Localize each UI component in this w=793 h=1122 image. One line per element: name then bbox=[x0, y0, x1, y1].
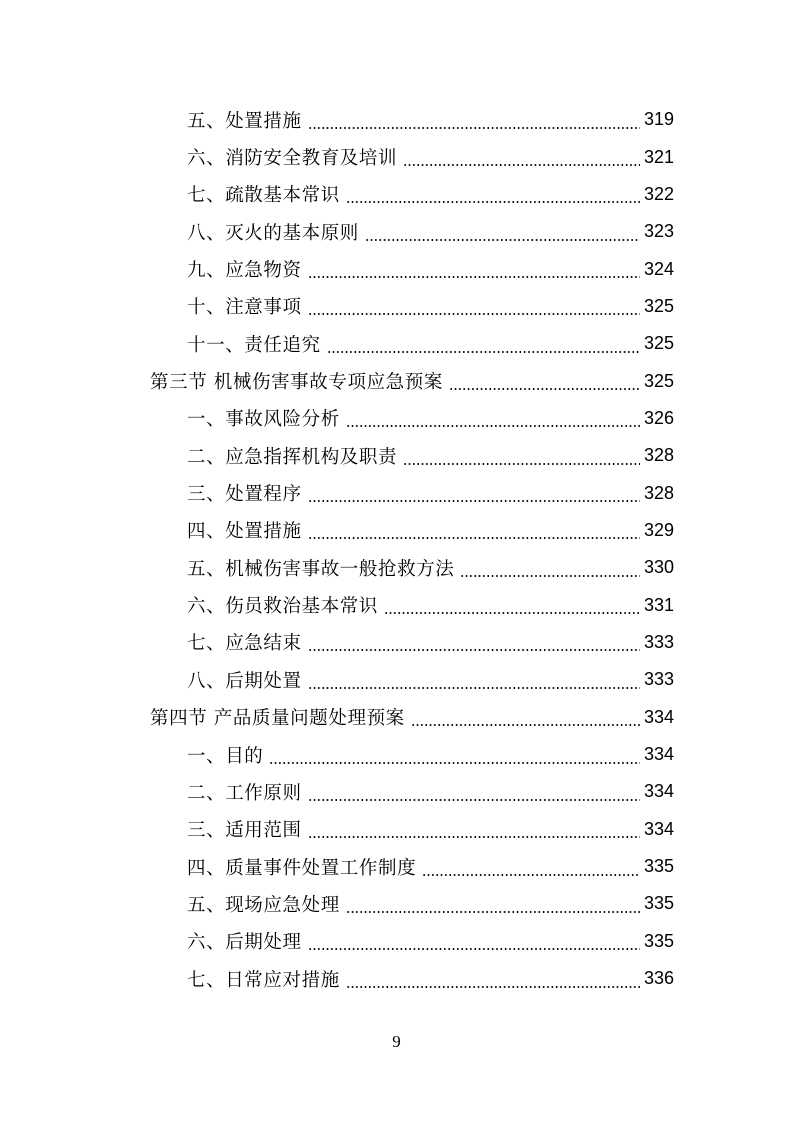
toc-entry-page-number: 333 bbox=[644, 669, 675, 690]
toc-entry-page-number: 325 bbox=[644, 370, 675, 391]
toc-subsection-entry[interactable] bbox=[0, 811, 793, 848]
toc-dot-leader bbox=[308, 782, 640, 802]
toc-entry-title: 一、目的 bbox=[187, 745, 264, 767]
toc-entry-title: 第四节 产品质量问题处理预案 bbox=[150, 708, 405, 730]
toc-subsection-entry[interactable] bbox=[0, 437, 793, 474]
toc-entry-page-number: 334 bbox=[644, 818, 675, 839]
page-number: 9 bbox=[392, 1032, 401, 1051]
toc-subsection-entry[interactable] bbox=[0, 512, 793, 549]
toc-subsection-entry[interactable] bbox=[0, 661, 793, 698]
toc-entry-title: 六、伤员救治基本常识 bbox=[187, 596, 379, 618]
toc-section-entry[interactable] bbox=[0, 362, 793, 399]
toc-subsection-entry[interactable] bbox=[0, 138, 793, 175]
toc-dot-leader bbox=[308, 296, 640, 316]
toc-subsection-entry[interactable] bbox=[0, 586, 793, 623]
toc-entry-page-number: 325 bbox=[644, 295, 675, 316]
toc-entry-title: 十、注意事项 bbox=[187, 297, 302, 319]
toc-subsection-entry[interactable] bbox=[0, 250, 793, 287]
toc-dot-leader bbox=[460, 558, 640, 578]
toc-subsection-entry[interactable] bbox=[0, 773, 793, 810]
toc-entry-title: 二、应急指挥机构及职责 bbox=[187, 446, 398, 468]
toc-entry-title: 八、后期处置 bbox=[187, 670, 302, 692]
toc-entry-title: 一、事故风险分析 bbox=[187, 409, 340, 431]
toc-dot-leader bbox=[346, 894, 640, 914]
toc-entry-title: 九、应急物资 bbox=[187, 260, 302, 282]
toc-dot-leader bbox=[411, 707, 640, 727]
toc-section-entry[interactable] bbox=[0, 699, 793, 736]
toc-entry-title: 四、处置措施 bbox=[187, 521, 302, 543]
toc-dot-leader bbox=[308, 520, 640, 540]
toc-entry-page-number: 324 bbox=[644, 258, 675, 279]
toc-dot-leader bbox=[308, 632, 640, 652]
toc-entry-title: 七、疏散基本常识 bbox=[187, 185, 340, 207]
toc-entry-title: 三、处置程序 bbox=[187, 484, 302, 506]
toc-subsection-entry[interactable] bbox=[0, 400, 793, 437]
toc-subsection-entry[interactable] bbox=[0, 325, 793, 362]
toc-subsection-entry[interactable] bbox=[0, 923, 793, 960]
toc-entry-title: 第三节 机械伤害事故专项应急预案 bbox=[150, 372, 443, 394]
toc-dot-leader bbox=[449, 371, 640, 391]
toc-entry-page-number: 325 bbox=[644, 333, 675, 354]
toc-dot-leader bbox=[327, 334, 640, 354]
toc-dot-leader bbox=[346, 408, 640, 428]
toc-entry-title: 七、应急结束 bbox=[187, 633, 302, 655]
toc-dot-leader bbox=[308, 110, 640, 130]
toc-dot-leader bbox=[308, 819, 640, 839]
toc-entry-page-number: 335 bbox=[644, 856, 675, 877]
toc-entry-page-number: 319 bbox=[644, 109, 675, 130]
toc-entry-title: 十一、责任追究 bbox=[187, 334, 321, 356]
toc-entry-title: 三、适用范围 bbox=[187, 820, 302, 842]
toc-entry-title: 五、机械伤害事故一般抢救方法 bbox=[187, 558, 455, 580]
toc-subsection-entry[interactable] bbox=[0, 101, 793, 138]
toc-entry-page-number: 328 bbox=[644, 445, 675, 466]
toc-entry-page-number: 322 bbox=[644, 183, 675, 204]
toc-dot-leader bbox=[422, 857, 640, 877]
toc-subsection-entry[interactable] bbox=[0, 848, 793, 885]
toc-entry-title: 二、工作原则 bbox=[187, 782, 302, 804]
toc-subsection-entry[interactable] bbox=[0, 624, 793, 661]
toc-entry-page-number: 321 bbox=[644, 146, 675, 167]
toc-entry-page-number: 328 bbox=[644, 482, 675, 503]
toc-entry-page-number: 334 bbox=[644, 706, 675, 727]
toc-entry-page-number: 323 bbox=[644, 221, 675, 242]
toc-entry-title: 五、处置措施 bbox=[187, 110, 302, 132]
toc-entry-page-number: 336 bbox=[644, 968, 675, 989]
toc-entry-title: 七、日常应对措施 bbox=[187, 969, 340, 991]
toc-dot-leader bbox=[403, 446, 640, 466]
toc-subsection-entry[interactable] bbox=[0, 288, 793, 325]
toc-entry-page-number: 330 bbox=[644, 557, 675, 578]
toc-subsection-entry[interactable] bbox=[0, 474, 793, 511]
toc-entry-title: 四、质量事件处置工作制度 bbox=[187, 857, 417, 879]
toc-subsection-entry[interactable] bbox=[0, 736, 793, 773]
toc-dot-leader bbox=[308, 670, 640, 690]
toc-subsection-entry[interactable] bbox=[0, 176, 793, 213]
toc-dot-leader bbox=[308, 259, 640, 279]
toc-entry-title: 六、消防安全教育及培训 bbox=[187, 148, 398, 170]
toc-dot-leader bbox=[384, 595, 640, 615]
toc-dot-leader bbox=[403, 147, 640, 167]
toc-entry-page-number: 329 bbox=[644, 519, 675, 540]
toc-dot-leader bbox=[308, 483, 640, 503]
toc-entry-page-number: 335 bbox=[644, 930, 675, 951]
toc-entry-title: 八、灭火的基本原则 bbox=[187, 222, 359, 244]
toc-dot-leader bbox=[365, 222, 640, 242]
toc-entry-title: 六、后期处理 bbox=[187, 932, 302, 954]
toc-subsection-entry[interactable] bbox=[0, 549, 793, 586]
toc-subsection-entry[interactable] bbox=[0, 960, 793, 997]
toc-dot-leader bbox=[346, 969, 640, 989]
toc-entry-page-number: 334 bbox=[644, 744, 675, 765]
toc-dot-leader bbox=[346, 184, 640, 204]
toc-entry-page-number: 335 bbox=[644, 893, 675, 914]
toc-dot-leader bbox=[308, 931, 640, 951]
toc-entry-page-number: 334 bbox=[644, 781, 675, 802]
toc-subsection-entry[interactable] bbox=[0, 885, 793, 922]
table-of-contents bbox=[0, 101, 793, 997]
toc-entry-page-number: 326 bbox=[644, 407, 675, 428]
toc-entry-title: 五、现场应急处理 bbox=[187, 894, 340, 916]
toc-subsection-entry[interactable] bbox=[0, 213, 793, 250]
toc-dot-leader bbox=[269, 745, 640, 765]
toc-entry-page-number: 333 bbox=[644, 631, 675, 652]
toc-entry-page-number: 331 bbox=[644, 594, 675, 615]
